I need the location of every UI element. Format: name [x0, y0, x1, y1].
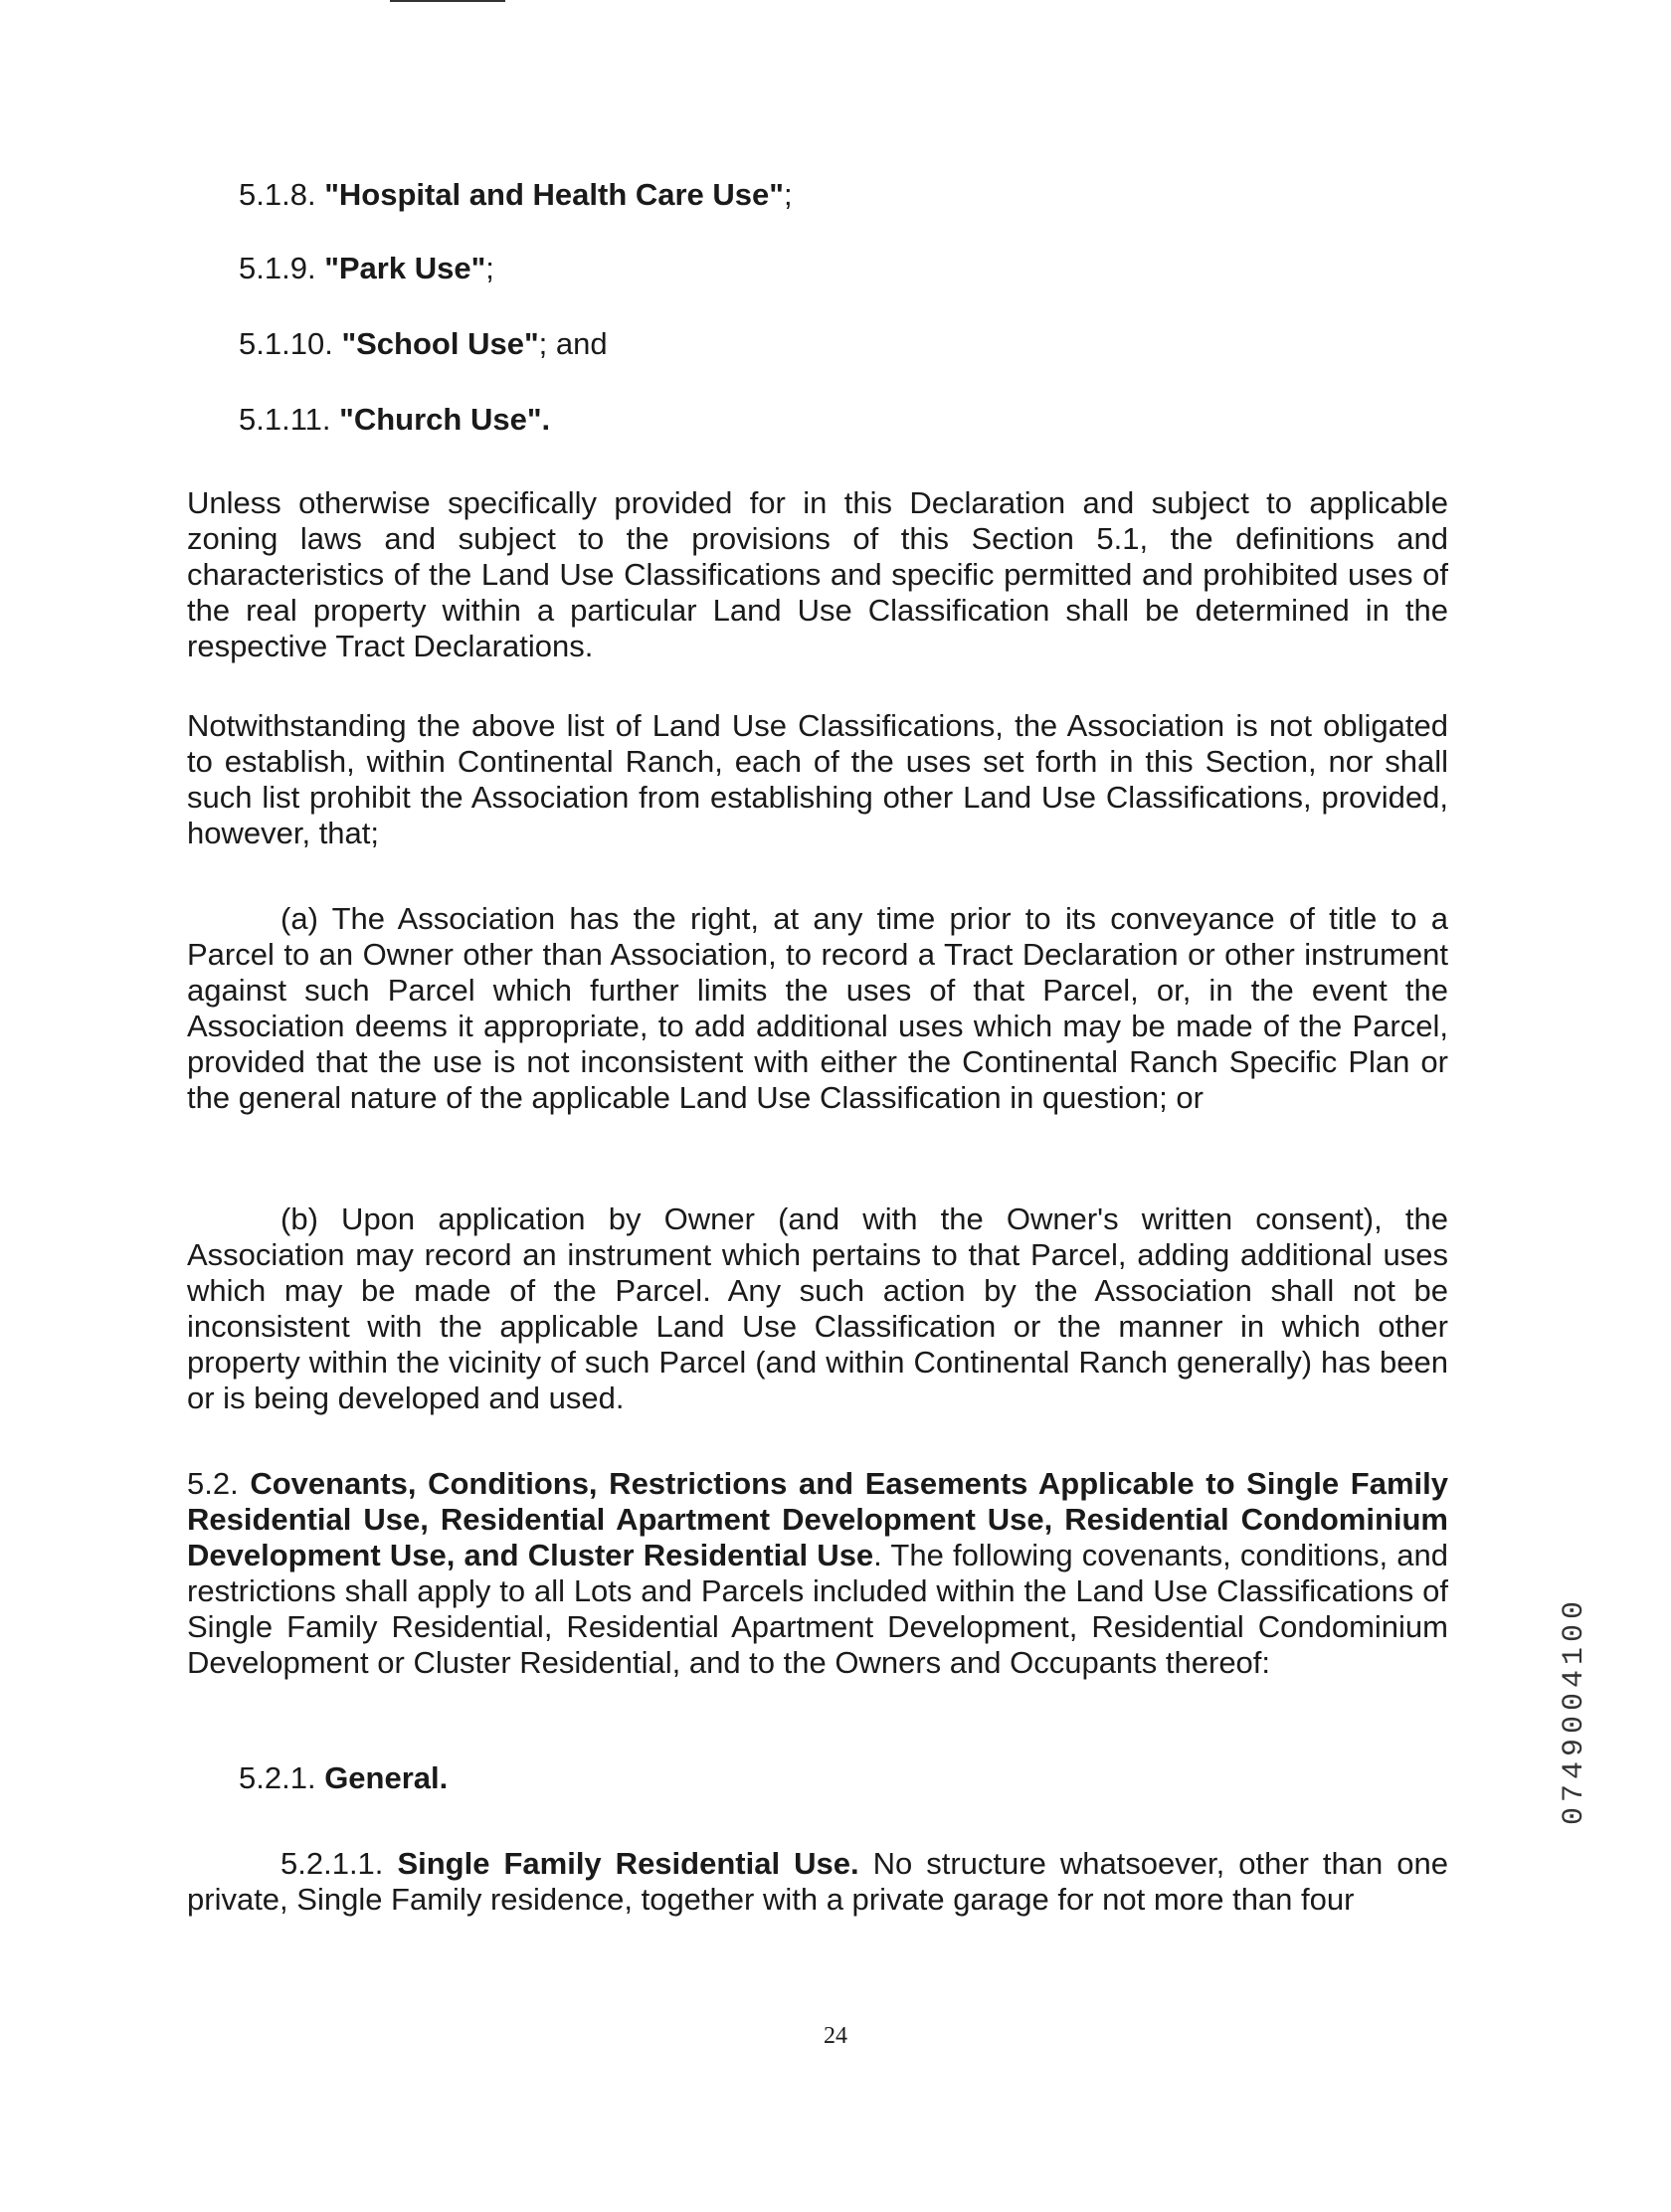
- page-number: 24: [824, 2023, 847, 2049]
- list-item-title: "Hospital and Health Care Use": [324, 177, 784, 212]
- top-rule-divider: [390, 0, 505, 2]
- list-item-5-1-8: [239, 177, 793, 213]
- list-item-suffix: ; and: [538, 326, 608, 361]
- section-5-2-1: [239, 1760, 448, 1796]
- list-item-number: 5.1.10.: [239, 326, 333, 361]
- list-item-5-1-11: [239, 402, 550, 438]
- list-item-suffix: ;: [783, 177, 793, 212]
- section-number: 5.2.1.1.: [280, 1846, 384, 1881]
- list-item-number: 5.1.11.: [239, 402, 331, 437]
- list-item-number: 5.1.9.: [239, 251, 316, 285]
- list-item-5-1-9: [239, 251, 494, 286]
- list-item-title: "School Use": [341, 326, 539, 361]
- section-heading-end: .: [873, 1538, 882, 1572]
- list-item-suffix: ;: [485, 251, 494, 285]
- recording-stamp-text: 0749004100: [1558, 1595, 1591, 1826]
- list-item-title: "Church Use".: [339, 402, 551, 437]
- paragraph-item-b: (b) Upon application by Owner (and with the Owner's written consent), the Association may record an instrument which pertains to that Parcel, adding additional uses which may be made of the Parcel. Any such action by the Association shall not be inconsistent with the applicable Land Use Classification or the manner in which other property within the vicinity of such Parcel (and within Continental Ranch generally) has been or is being developed and used.: [187, 1201, 1448, 1415]
- recording-stamp-number: [1552, 1532, 1611, 1890]
- section-5-2-1-1: [187, 1846, 1448, 1918]
- section-number: 5.2.: [187, 1466, 239, 1501]
- section-heading: Single Family Residential Use.: [397, 1846, 859, 1881]
- section-5-2: [187, 1466, 1448, 1681]
- section-heading: Covenants, Conditions, Restrictions and Easements Applicable to Single Family Residential Use, Residential Apartment Development Use, Residential Condominium Development Use, and Cluster Residential Use: [187, 1466, 1448, 1572]
- paragraph-notwithstanding: Notwithstanding the above list of Land Use Classifications, the Association is not obligated to establish, within Continental Ranch, each of the uses set forth in this Section, nor shall such list prohibit the Association from establishing other Land Use Classifications, provided, however, that;: [187, 708, 1448, 850]
- section-number: 5.2.1.: [239, 1760, 316, 1795]
- paragraph-unless: Unless otherwise specifically provided for in this Declaration and subject to applicable zoning laws and subject to the provisions of this Section 5.1, the definitions and characteristics of the Land Use Classifications and specific permitted and prohibited uses of the real property within a particular Land Use Classification shall be determined in the respective Tract Declarations.: [187, 485, 1448, 663]
- list-item-title: "Park Use": [324, 251, 486, 285]
- paragraph-item-a: (a) The Association has the right, at any time prior to its conveyance of title to a Parcel to an Owner other than Association, to record a Tract Declaration or other instrument against such Parcel which further limits the uses of that Parcel, or, in the event the Association deems it appropriate, to add additional uses which may be made of the Parcel, provided that the use is not inconsistent with either the Continental Ranch Specific Plan or the general nature of the applicable Land Use Classification in question; or: [187, 901, 1448, 1115]
- list-item-number: 5.1.8.: [239, 177, 316, 212]
- section-body: No structure whatsoever, other than one private, Single Family residence, together with a private garage for not more than four: [187, 1846, 1448, 1917]
- section-heading: General.: [324, 1760, 449, 1795]
- section-body: The following covenants, conditions, and restrictions shall apply to all Lots and Parcels included within the Land Use Classifications of Single Family Residential, Residential Apartment Development, Residential Condominium Development or Cluster Residential, and to the Owners and Occupants thereof:: [187, 1538, 1448, 1680]
- list-item-5-1-10: [239, 326, 608, 362]
